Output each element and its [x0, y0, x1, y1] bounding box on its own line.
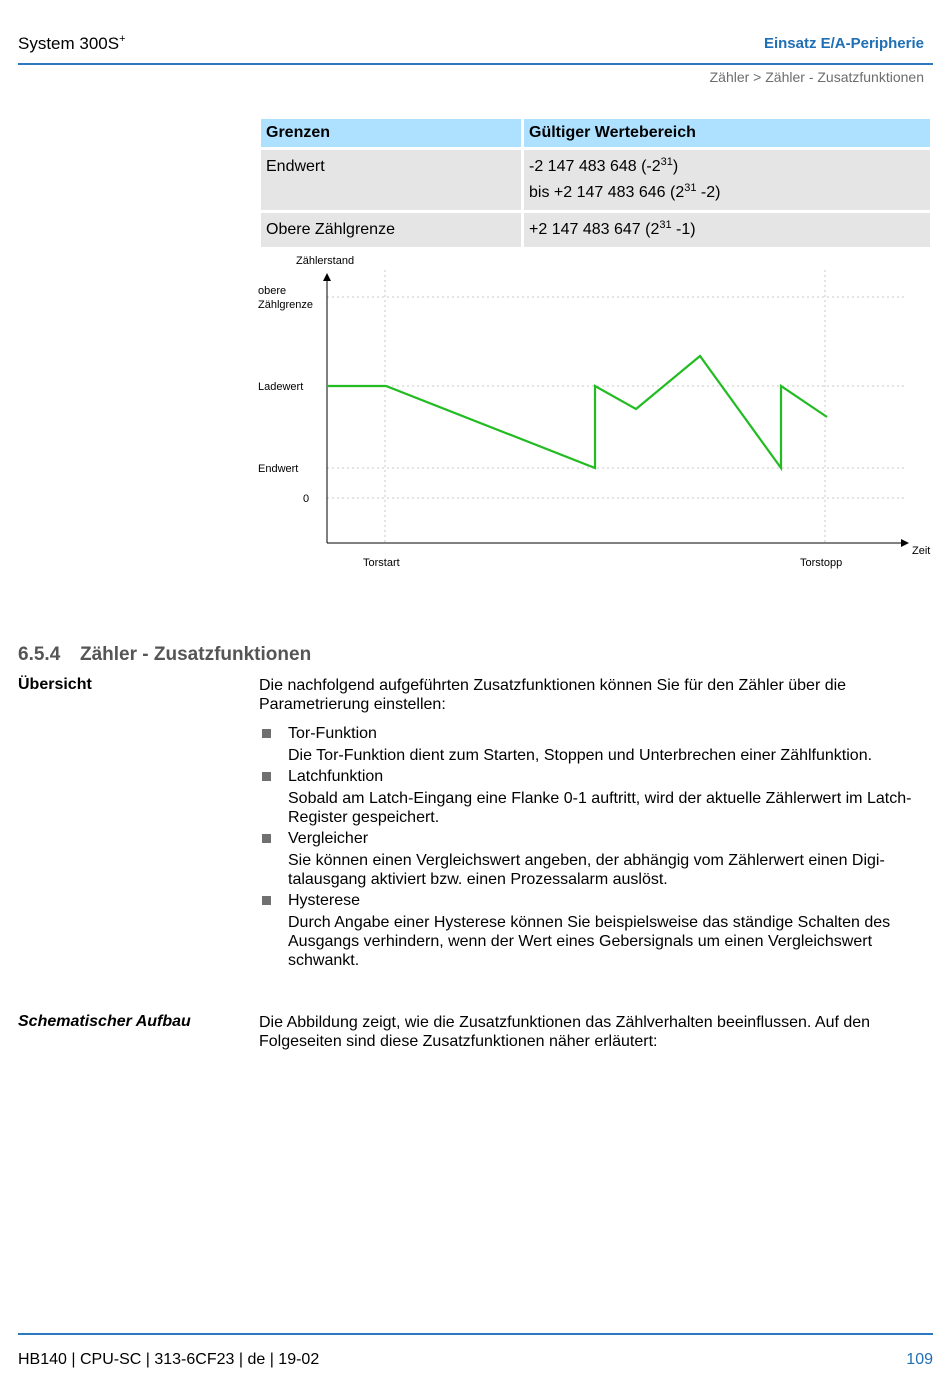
level-label-endwert: Endwert	[258, 463, 299, 475]
level-label-zaehlgrenze: Zählgrenze	[258, 299, 314, 311]
header-rule	[18, 63, 933, 65]
chart-grid	[327, 270, 907, 543]
footer-doc-id: HB140 | CPU-SC | 313-6CF23 | de | 19-02	[18, 1351, 320, 1368]
feature-title: Latchfunktion	[288, 768, 384, 785]
footer-rule	[18, 1333, 933, 1335]
square-bullet-icon	[262, 729, 271, 738]
section-heading	[18, 644, 311, 666]
table-cell-endwert-range	[524, 150, 930, 210]
system-sup: +	[119, 33, 126, 45]
feature-title: Vergleicher	[288, 830, 369, 847]
schematic-text: Die Abbildung zeigt, wie die Zusatzfunktionen das Zählverhalten beeinflussen. Auf den Folgeseiten sind diese Zusatzfunktionen näher erläutert:	[259, 1014, 871, 1050]
y-axis-label: Zählerstand	[296, 255, 355, 267]
marker-label-torstopp: Torstopp	[800, 557, 843, 569]
table-cell-obere-range: +2 147 483 647 ($2^{31}$ -1)	[524, 213, 930, 247]
list-item	[259, 891, 933, 970]
marker-label-torstart: Torstart	[363, 557, 400, 569]
overview-intro: Die nachfolgend aufgeführten Zusatzfunktionen können Sie für den Zähler über die Parametrierung einstellen:	[259, 677, 847, 713]
page-number: 109	[906, 1351, 933, 1368]
overview-label: Übersicht	[18, 676, 92, 693]
counter-series-line	[327, 356, 827, 468]
header-section: Einsatz E/A-Peripherie	[763, 35, 924, 52]
range-line-2: bis +2 147 483 646 ($2^{31}$ -2)	[529, 182, 721, 201]
counter-chart	[250, 250, 940, 580]
list-item	[259, 724, 933, 765]
square-bullet-icon	[262, 896, 271, 905]
range-line-1: -2 147 483 648 $(-2^{31})$	[529, 156, 679, 175]
schematic-label: Schematischer Aufbau	[18, 1013, 191, 1030]
square-bullet-icon	[262, 772, 271, 781]
table-header-grenzen: Grenzen	[261, 119, 521, 147]
table-cell-obere-zaehlgrenze: Obere Zählgrenze	[261, 213, 521, 247]
feature-description: Durch Angabe einer Hysterese können Sie beispielsweise das ständige Schalten des Ausgangs verhindern, wenn der Wert eines Gebersignals um einen Vergleichswert schwankt.	[288, 914, 891, 969]
list-item	[259, 829, 933, 889]
section-number: 6.5.4	[18, 644, 61, 665]
feature-title: Tor-Funktion	[288, 725, 377, 742]
x-axis-label: Zeit	[912, 545, 931, 557]
feature-title: Hysterese	[288, 892, 361, 909]
table-row	[261, 213, 930, 247]
feature-description: Sobald am Latch-Eingang eine Flanke 0-1 auftritt, wird der aktuelle Zählerwert im Latch-Register gespeichert.	[288, 790, 912, 826]
table-row	[261, 150, 930, 210]
level-label-obere: obere	[258, 285, 287, 297]
feature-description: Die Tor-Funktion dient zum Starten, Stoppen und Unterbrechen einer Zählfunktion.	[288, 747, 873, 764]
feature-list	[259, 723, 933, 972]
system-name: System 300S	[18, 34, 120, 53]
header-system	[18, 33, 126, 54]
table-cell-endwert: Endwert	[261, 150, 521, 210]
feature-description: Sie können einen Vergleichswert angeben, der abhängig vom Zählerwert einen Digitalausgang aktiviert bzw. einen Prozessalarm auslöst.	[288, 852, 885, 888]
limits-table	[258, 116, 933, 250]
table-header-wertebereich: Gültiger Wertebereich	[524, 119, 930, 147]
square-bullet-icon	[262, 834, 271, 843]
table-header-row	[261, 119, 930, 147]
level-label-ladewert: Ladewert	[258, 381, 304, 393]
level-label-zero: 0	[303, 493, 310, 505]
list-item	[259, 767, 933, 827]
breadcrumb: Zähler > Zähler - Zusatzfunktionen	[709, 69, 924, 85]
section-title: Zähler - Zusatzfunktionen	[80, 644, 312, 665]
